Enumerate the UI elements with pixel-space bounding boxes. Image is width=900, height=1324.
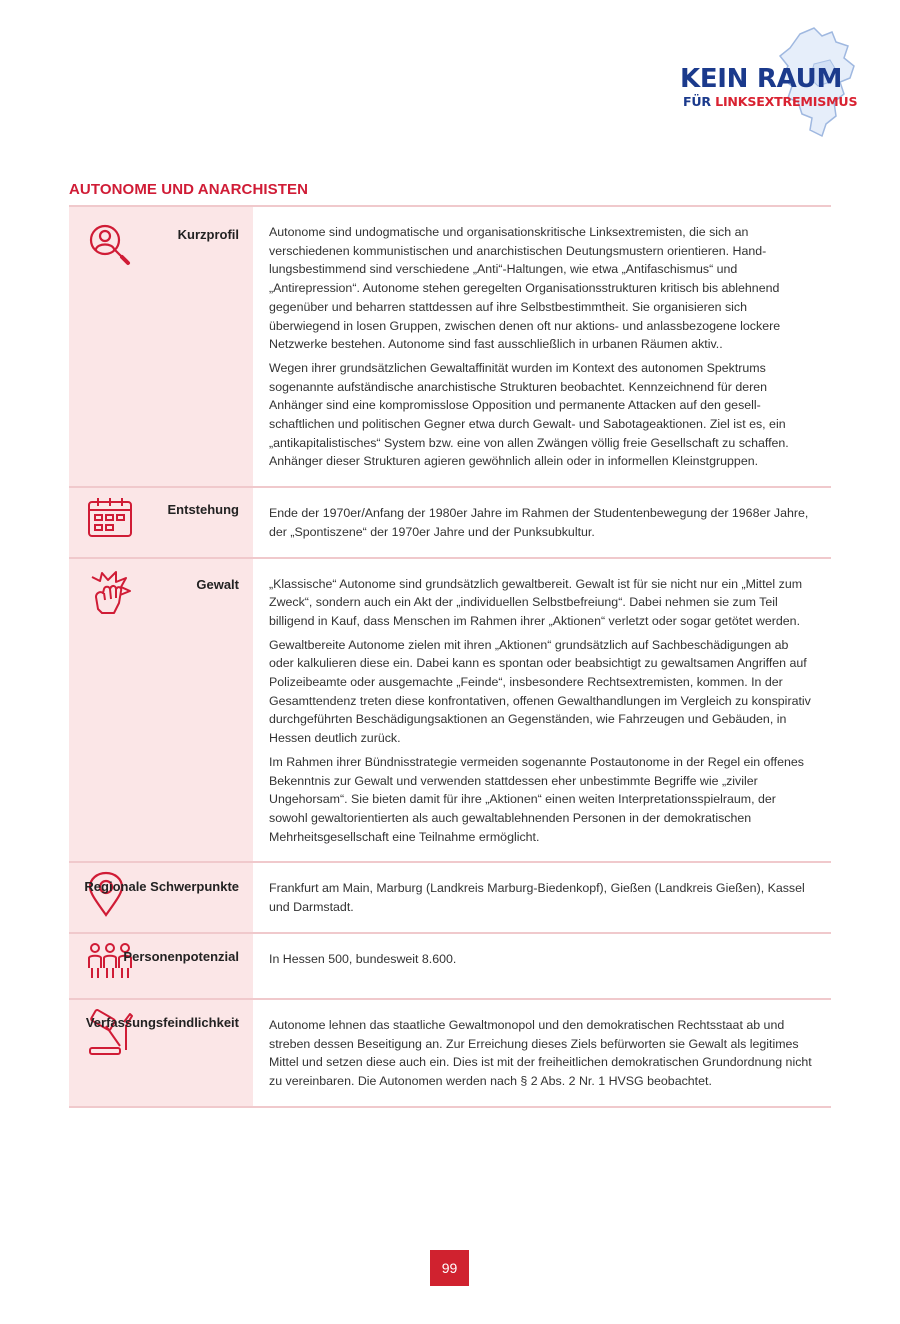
row-text — [253, 207, 831, 486]
row-label-cell — [69, 1000, 253, 1106]
paragraph: „Klassische“ Autonome sind grundsätzlich gewaltbereit. Gewalt ist für sie nicht nur ein „Mittel zum Zweck“, sondern auch ein Akt der „individuellen Selbstbefreiung“. Dabei nehmen sie zum Teil billigend in Kauf, dass Menschen im Rahmen ihrer „Aktionen“ verletzt oder sogar getötet werden. — [269, 576, 803, 628]
row-label: Verfassungsfeindlichkeit — [85, 1014, 239, 1030]
row-text — [253, 559, 831, 862]
table-row-verfassungsfeindlichkeit — [69, 998, 831, 1108]
row-text — [253, 863, 831, 931]
paragraph: Gewaltbereite Autonome zielen mit ihren „Aktionen“ grundsätzlich auf Sachbeschädigungen ab oder kalkulieren diese ein. Dabei kann es spontan oder beabsichtigt zu gewaltsamen Angriffen auf Polizeibeamte oder ausgemachte „Feinde“, insbesondere Rechtsextremisten, kommen. In der Gesamttendenz treten diese konfrontativen, offenen Gewalthandlungen im Vergleich zu konspirativ durchgeführten Beschädigungsaktionen an Gegenständen, wie Fahrzeugen und Gebäuden, in Hessen deutlich zurück. — [269, 637, 811, 746]
row-text — [253, 488, 831, 556]
row-label: Personenpotenzial — [123, 948, 239, 964]
paragraph: Wegen ihrer grundsätzlichen Gewaltaffinität wurden im Kontext des autonomen Spektrums sogenannte aufständische anarchistische Strukturen beobachtet. Kennzeichnend für deren Anhänger sind eine kompromisslose Opposition und permanente Attacken auf den gesellschaftlichen und politischen Gegner etwa durch Gewalt- und Sabotageaktionen. Ziel ist es, ein „antikapitalistisches“ System bzw. eine von allen Zwängen völlig freie Gesellschaft zu schaffen. Anhänger dieser Strukturen agieren gewöhnlich allein oder in informellen Kleinstgruppen. — [269, 360, 789, 469]
row-label: Regionale Schwerpunkte — [84, 879, 239, 895]
paragraph: Im Rahmen ihrer Bündnisstrategie vermeiden sogenannte Postautonome in der Regel ein offenes Bekenntnis zur Gewalt und verwenden stattdessen eher unbestimmte Begriffe wie „ziviler Ungehorsam“. Sie bieten damit für ihre „Aktionen“ einen weiten Interpretationsspielraum, der sowohl gewaltorientierten als auch gewaltablehnenden Personen in der demokratischen Mehrheitsgesellschaft eine Teilnahme ermöglicht. — [269, 754, 804, 844]
logo-subtitle: FÜR LINKSEXTREMISMUS — [683, 94, 858, 109]
row-label-cell — [69, 207, 253, 486]
section-title: AUTONOME UND ANARCHISTEN — [69, 181, 309, 198]
profile-search-icon — [86, 221, 134, 269]
row-label: Entstehung — [167, 502, 239, 518]
profile-table — [69, 205, 831, 1108]
calendar-icon — [86, 496, 134, 540]
row-label: Kurzprofil — [177, 227, 239, 242]
paragraph: Frankfurt am Main, Marburg (Landkreis Marburg-Biedenkopf), Gießen (Landkreis Gießen), Kassel und Darmstadt. — [269, 881, 805, 915]
table-row-entstehung — [69, 486, 831, 556]
row-label-cell — [69, 934, 253, 998]
row-label-cell — [69, 488, 253, 556]
row-label-cell — [69, 559, 253, 862]
paragraph: Autonome lehnen das staatliche Gewaltmonopol und den demokratischen Rechtsstaat ab und streben dessen Beseitigung an. Zur Erreichung dieses Ziels befürworten sie Gewalt als legitimes Mittel und setzen diese auch ein. Dies ist mit der freiheitlichen demokratischen Grundordnung nicht zu vereinbaren. Die Autonomen werden nach § 2 Abs. 2 Nr. 1 HVSG beobachtet. — [269, 1017, 812, 1088]
paragraph: Autonome sind undogmatische und organisationskritische Linksextremisten, die sich an verschiedenen kommunistischen und anarchistischen Deutungsmustern orientieren. Handlungsbestimmend sind verschiedene „Anti“-Haltungen, wie etwa „Antifaschismus“ und „Antirepression“. Autonome stehen geregelten Organisationsstrukturen kritisch bis ablehnend gegenüber und beharren stattdessen auf ihre Selbstbestimmtheit. Sie organisieren sich überwiegend in losen Gruppen, zwischen denen oft nur aktions- und anlassbezogene lockere Netzwerke bestehen. Autonome sind fast ausschließlich in urbanen Räumen aktiv.. — [269, 225, 781, 352]
table-row-regionale-schwerpunkte — [69, 861, 831, 931]
logo — [665, 26, 865, 142]
table-row-gewalt — [69, 557, 831, 862]
row-text — [253, 934, 831, 998]
row-label-cell — [69, 863, 253, 931]
page-number: 99 — [430, 1250, 469, 1286]
fist-explosion-icon — [86, 569, 134, 617]
table-row-kurzprofil — [69, 205, 831, 486]
paragraph: In Hessen 500, bundesweit 8.600. — [269, 951, 457, 966]
table-row-personenpotenzial — [69, 932, 831, 998]
logo-title: KEIN RAUM — [680, 64, 843, 94]
row-text — [253, 1000, 831, 1106]
row-label: Gewalt — [196, 576, 239, 592]
paragraph: Ende der 1970er/Anfang der 1980er Jahre im Rahmen der Studentenbewegung der 1968er Jahre, der „Spontiszene“ der 1970er Jahre und der Punksubkultur. — [269, 506, 809, 539]
